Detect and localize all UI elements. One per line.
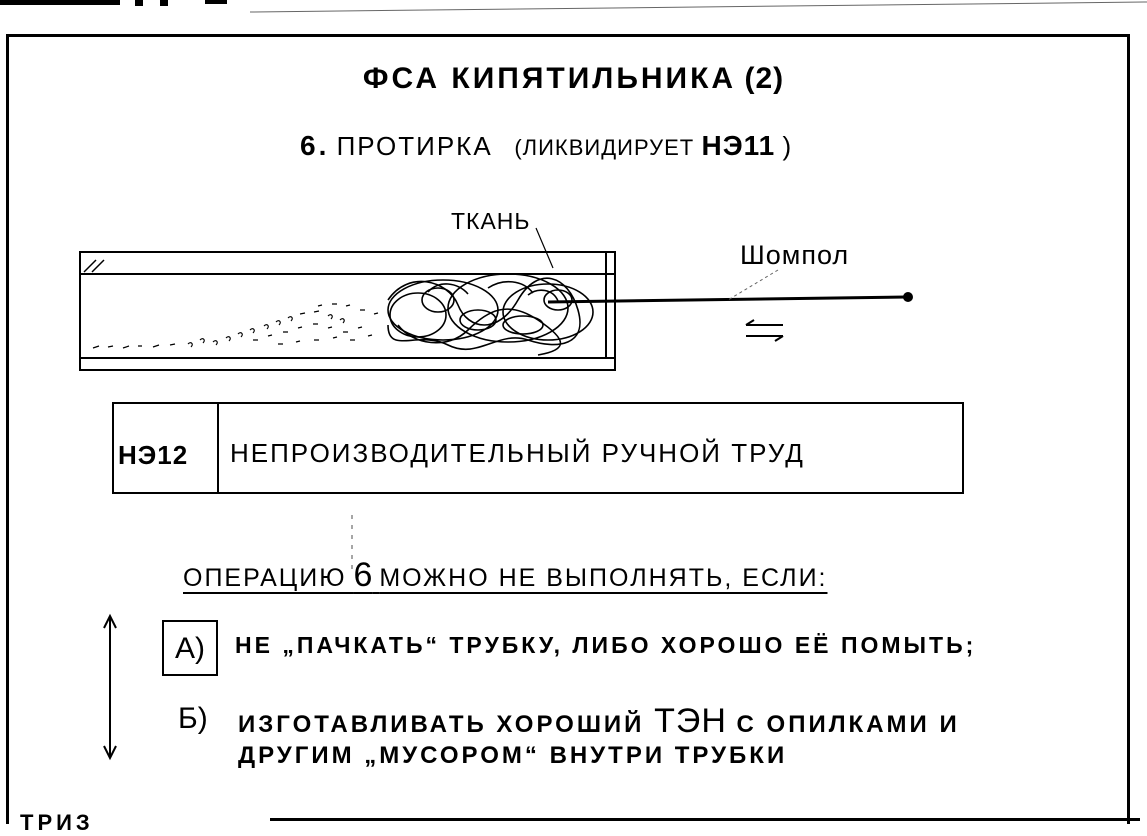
footer-fragment: ТРИЗ bbox=[20, 810, 94, 835]
negative-effect-code: НЭ12 bbox=[118, 440, 189, 470]
operation-name: ПРОТИРКА bbox=[336, 131, 493, 161]
operation-number: 6. bbox=[300, 130, 330, 161]
option-b-label: Б) bbox=[178, 702, 208, 735]
negative-effect-box bbox=[112, 402, 964, 494]
bottom-border-line bbox=[270, 818, 1140, 821]
cloth-wad bbox=[388, 274, 593, 355]
tube-outline bbox=[80, 252, 615, 370]
negative-effect-text: НЕПРОИЗВОДИТЕЛЬНЫЙ РУЧНОЙ ТРУД bbox=[230, 438, 805, 468]
operation-note-code: НЭ11 bbox=[701, 130, 776, 161]
rod-label: Шомпол bbox=[740, 240, 850, 270]
option-b-line1 bbox=[238, 702, 960, 741]
option-b-part1: ИЗГОТАВЛИВАТЬ ХОРОШИЙ bbox=[238, 711, 645, 738]
option-b-part2: С ОПИЛКАМИ И bbox=[736, 711, 960, 738]
option-a-label: А) bbox=[162, 620, 218, 676]
option-a-text: НЕ „ПАЧКАТЬ“ ТРУБКУ, ЛИБО ХОРОШО ЕЁ ПОМЫТЬ; bbox=[235, 632, 977, 658]
page-title bbox=[0, 62, 1147, 96]
title-main: ФСА КИПЯТИЛЬНИКА bbox=[362, 62, 737, 95]
cloth-label: ТКАНЬ bbox=[451, 208, 531, 234]
cleaning-rod bbox=[548, 297, 906, 302]
option-b-ten: ТЭН bbox=[654, 702, 727, 740]
conditions-title-part2: МОЖНО НЕ ВЫПОЛНЯТЬ, ЕСЛИ: bbox=[379, 564, 828, 592]
negative-effect-code-cell bbox=[114, 404, 219, 492]
operation-note: (ЛИКВИДИРУЕТ bbox=[514, 135, 695, 160]
cloth-leader bbox=[536, 228, 553, 268]
rod-leader bbox=[728, 270, 778, 300]
motion-arrows-icon bbox=[746, 320, 783, 341]
option-b-line2: ДРУГИМ „МУСОРОМ“ ВНУТРИ ТРУБКИ bbox=[238, 742, 788, 769]
conditions-title bbox=[183, 556, 828, 595]
top-border-fragment bbox=[0, 0, 1147, 20]
operation-subtitle bbox=[300, 130, 791, 162]
conditions-title-part1: ОПЕРАЦИЮ bbox=[183, 564, 347, 592]
operation-note-close: ) bbox=[782, 131, 792, 161]
title-num: (2) bbox=[744, 62, 785, 95]
rod-end bbox=[903, 292, 913, 302]
conditions-title-num: 6 bbox=[353, 556, 373, 594]
double-arrow-icon bbox=[98, 612, 122, 762]
debris-particles bbox=[93, 304, 378, 348]
